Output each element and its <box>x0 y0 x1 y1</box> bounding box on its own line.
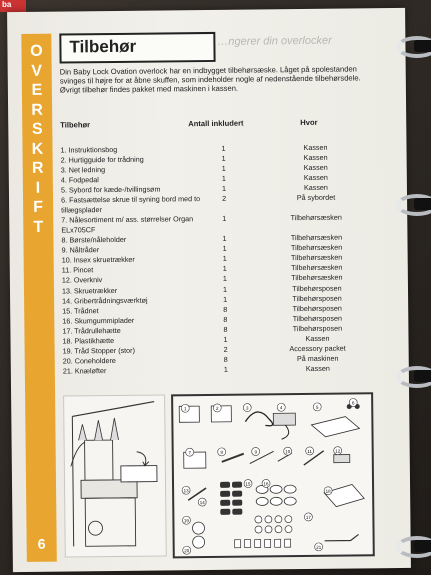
svg-text:3: 3 <box>245 405 249 411</box>
sidebar-letter: E <box>31 81 43 99</box>
binder-clip <box>414 40 431 52</box>
qty-cell: 1 <box>223 365 228 375</box>
accessory-table <box>60 142 382 377</box>
callout-label <box>243 404 251 412</box>
qty-cell: 1 <box>221 153 226 163</box>
qty-cell: 1 <box>221 143 226 153</box>
sidebar-letter: R <box>31 101 43 119</box>
svg-text:20: 20 <box>184 548 190 554</box>
location-cell: På maskinen <box>296 353 339 364</box>
page-number: 6 <box>37 535 46 552</box>
callout-label <box>182 486 190 494</box>
location-cell: På sybordet <box>296 193 336 203</box>
sidebar-title <box>21 42 53 237</box>
item-cell: 10. Insex skruetrækker <box>61 255 135 265</box>
corner-tab: ba <box>0 0 26 12</box>
sidebar-letter: K <box>31 140 44 158</box>
item-cell: 7. Nålesortiment m/ ass. størrelser Organ ELx705CF <box>61 214 194 235</box>
location-cell: Kassen <box>303 152 328 163</box>
column-header-item: Tilbehør <box>60 120 91 130</box>
item-cell: 21. Knæløfter <box>62 366 107 376</box>
svg-text:8: 8 <box>220 449 223 455</box>
svg-text:18: 18 <box>325 488 331 494</box>
sidebar-letter: T <box>33 218 44 236</box>
sidebar-letter: S <box>31 120 43 138</box>
location-cell: Tilbehørsæsken <box>290 252 343 263</box>
callout-label <box>304 513 312 521</box>
item-cell: 6. Fastsættelse skrue til syning bord med to tillægsplader <box>61 194 201 215</box>
callout-label <box>306 447 314 455</box>
callout-label <box>198 498 206 506</box>
location-cell: Tilbehørsposen <box>292 283 342 293</box>
section-title: Tilbehør <box>69 36 137 57</box>
callout-label <box>244 480 252 488</box>
qty-cell: 1 <box>223 294 228 304</box>
intro-paragraph: Din Baby Lock Ovation overlock har en indbygget tilbehørsæske. Låget på spolestanden svinges til højre for at åbne skuffen, som indeholder nogle af nedenstående tilbehørsdele. Øvrigt tilbehør findes pakket med maskinen i kassen. <box>59 64 361 95</box>
qty-cell: 1 <box>223 334 228 344</box>
svg-text:16: 16 <box>263 481 269 487</box>
location-cell: Tilbehørsæsken <box>291 273 343 283</box>
callout-label <box>181 404 189 412</box>
sidebar-letter: F <box>33 198 44 216</box>
location-cell: Kassen <box>303 142 328 153</box>
location-cell: Kassen <box>305 333 330 343</box>
sidebar-letter: R <box>31 159 44 177</box>
item-cell: 5. Sybord for kæde-/tvillingsøm <box>60 184 161 195</box>
callout-label <box>213 404 221 412</box>
svg-text:14: 14 <box>199 500 205 506</box>
svg-text:21: 21 <box>316 544 322 550</box>
qty-cell: 1 <box>222 284 228 294</box>
svg-text:12: 12 <box>335 448 341 454</box>
item-cell: 4. Fodpedal <box>60 175 99 185</box>
sidebar-letter: O <box>30 42 43 60</box>
callout-label <box>218 448 226 456</box>
qty-cell: 1 <box>222 274 227 284</box>
qty-cell: 1 <box>222 214 227 224</box>
item-cell: 1. Instruktionsbog <box>60 144 118 155</box>
item-cell: 9. Nåltråder <box>61 245 100 255</box>
item-cell: 15. Trådnet <box>62 305 99 316</box>
binder-clip <box>414 198 431 210</box>
accessories-illustration <box>171 392 375 558</box>
svg-text:15: 15 <box>245 481 251 487</box>
qty-cell: 8 <box>223 304 228 314</box>
item-cell: 16. Skumgummiplader <box>62 315 135 326</box>
table-row <box>63 363 383 376</box>
item-cell: 14. Gribertrådningsværktøj <box>62 295 148 306</box>
callout-label <box>349 398 357 406</box>
item-cell: 20. Coneholdere <box>62 356 116 366</box>
callout-label <box>284 447 292 455</box>
location-cell: Kassen <box>303 173 328 183</box>
item-cell: 19. Tråd Stopper (stor) <box>62 345 135 356</box>
callout-label <box>186 448 194 456</box>
svg-text:13: 13 <box>183 488 189 494</box>
location-cell: Tilbehørsæsken <box>290 232 343 243</box>
location-cell: Kassen <box>303 162 328 173</box>
callout-label <box>252 447 260 455</box>
svg-text:9: 9 <box>254 449 257 455</box>
qty-cell: 1 <box>221 184 226 194</box>
svg-text:6: 6 <box>351 400 355 406</box>
qty-cell: 1 <box>221 174 226 184</box>
svg-text:7: 7 <box>188 450 191 456</box>
machine-drawing <box>64 395 166 556</box>
qty-cell: 1 <box>222 264 227 274</box>
qty-cell: 2 <box>221 194 227 204</box>
item-cell: 3. Net ledning <box>60 165 106 175</box>
location-cell: Tilbehørsposen <box>292 293 342 303</box>
location-cell: Tilbehørsæsken <box>290 212 342 223</box>
callout-label <box>313 403 321 411</box>
location-cell: Accessory packet <box>289 343 346 354</box>
location-cell: Kassen <box>305 364 330 374</box>
binder-clip <box>414 370 431 382</box>
svg-text:5: 5 <box>315 404 319 410</box>
svg-text:11: 11 <box>307 448 313 454</box>
column-header-location: Hvor <box>300 117 318 128</box>
qty-cell: 2 <box>223 344 228 354</box>
callout-label <box>183 546 191 554</box>
sidebar-letter: V <box>31 62 43 80</box>
location-cell: Tilbehørsposen <box>292 313 342 323</box>
accessories-drawing <box>173 394 373 556</box>
item-cell: 8. Børste/nåleholder <box>61 234 127 245</box>
sidebar-letter: I <box>35 179 41 197</box>
item-cell: 2. Hurtigguide for trådning <box>60 154 144 165</box>
item-cell: 11. Pincet <box>61 265 94 275</box>
svg-text:4: 4 <box>279 405 283 411</box>
location-cell: Tilbehørsposen <box>292 303 342 313</box>
item-cell: 17. Trådrullehætte <box>62 325 121 336</box>
qty-cell: 8 <box>223 354 228 365</box>
section-title-box <box>59 32 215 64</box>
bleed-through-text: …ngerer din overlocker <box>217 34 332 48</box>
callout-label <box>334 447 342 455</box>
location-cell: Tilbehørsæsken <box>290 242 343 253</box>
callout-label <box>182 516 190 524</box>
callout-label <box>262 479 270 487</box>
item-cell: 13. Skruetrækker <box>61 285 118 296</box>
svg-text:17: 17 <box>305 514 311 520</box>
svg-text:10: 10 <box>285 449 291 455</box>
qty-cell: 1 <box>221 164 226 174</box>
qty-cell: 8 <box>223 314 228 324</box>
svg-text:2: 2 <box>215 405 219 411</box>
qty-cell: 8 <box>223 324 228 334</box>
location-cell: Kassen <box>303 183 328 193</box>
item-cell: 18. Plastikhætte <box>62 335 115 346</box>
location-cell: Tilbehørsæsken <box>291 262 343 273</box>
svg-text:19: 19 <box>183 518 189 524</box>
qty-cell: 1 <box>222 254 227 264</box>
svg-text:1: 1 <box>183 406 187 412</box>
callout-label <box>277 403 285 411</box>
qty-cell: 1 <box>222 233 227 243</box>
binder-clip <box>414 540 431 552</box>
callout-label <box>315 543 323 551</box>
machine-illustration <box>63 394 167 557</box>
item-cell: 12. Overkniv <box>61 275 103 285</box>
qty-cell: 1 <box>222 243 227 254</box>
callout-label <box>324 487 332 495</box>
sidebar-stripe <box>21 34 57 562</box>
column-header-qty: Antall inkludert <box>188 118 244 129</box>
location-cell: Tilbehørsposen <box>292 323 343 334</box>
manual-page <box>7 8 411 572</box>
